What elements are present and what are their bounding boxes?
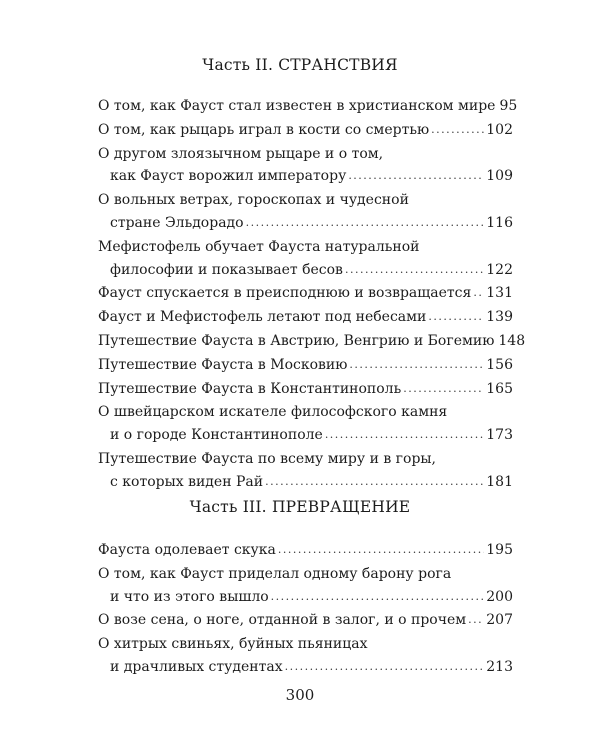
toc-entry[interactable] xyxy=(98,609,513,633)
toc-entry-page-number: 165 xyxy=(486,380,513,397)
toc-entry-line-last xyxy=(98,609,513,633)
toc-entry-line xyxy=(98,143,513,166)
toc-entry[interactable] xyxy=(98,354,513,378)
page-number: 300 xyxy=(285,686,315,704)
toc-entry-page-number: 116 xyxy=(486,214,513,231)
toc-entry-title: Путешествие Фауста в Австрию, Венгрию и Богемию xyxy=(98,332,495,349)
toc-entry-page-number: 207 xyxy=(486,612,513,629)
toc-entry[interactable] xyxy=(98,189,513,236)
toc-entry-line-last xyxy=(98,165,513,189)
toc-entry-title: и о городе Константинополе xyxy=(110,427,323,444)
toc-entry-title: философии и показывает бесов xyxy=(110,261,343,278)
toc-entry-line xyxy=(98,633,513,656)
dot-leader xyxy=(285,656,485,679)
toc-entry[interactable] xyxy=(98,330,526,354)
toc-entry-line xyxy=(98,448,513,471)
toc-entry-title: Путешествие Фауста в Константинополь xyxy=(98,380,402,397)
dot-leader xyxy=(265,471,484,494)
toc-entry-line-last xyxy=(98,424,513,448)
toc-entry-line-last xyxy=(98,119,513,143)
toc-entry-title: О хитрых свиньях, буйных пьяницах xyxy=(98,636,368,653)
toc-entry[interactable] xyxy=(98,236,513,283)
toc-entry-title: О возе сена, о ноге, отданной в залог, и о прочем xyxy=(98,612,467,629)
toc-entry-page-number: 181 xyxy=(486,473,513,490)
toc-entry[interactable] xyxy=(98,378,513,402)
toc-entry-page-number: 173 xyxy=(486,427,513,444)
toc-entry-title: Фауст и Мефистофель летают под небесами xyxy=(98,309,427,326)
toc-entry-line-last xyxy=(98,378,513,402)
toc-entry-title: О вольных ветрах, гороскопах и чудесной xyxy=(98,192,409,209)
part-3-title: Часть III. ПРЕВРАЩЕНИЕ xyxy=(189,498,411,516)
toc-entry-line-last xyxy=(98,656,513,680)
dot-leader xyxy=(468,609,484,632)
toc-entry-page-number: 122 xyxy=(486,261,513,278)
toc-entry[interactable] xyxy=(98,633,513,680)
toc-entry[interactable] xyxy=(98,563,513,610)
toc-entry-title: Фауст спускается в преисподнюю и возвращается xyxy=(98,285,472,302)
toc-entry-page-number: 195 xyxy=(486,542,513,558)
toc-entry[interactable] xyxy=(98,306,513,330)
toc-entry-page-number: 95 xyxy=(499,98,518,114)
toc-entry-title: как Фауст ворожил императору xyxy=(110,168,347,185)
dot-leader xyxy=(348,165,484,188)
toc-entry-title: и что из этого вышло xyxy=(110,588,269,605)
toc-entry-title: Путешествие Фауста в Московию xyxy=(98,356,348,373)
toc-entry[interactable] xyxy=(98,539,513,563)
toc-entry-line-last xyxy=(98,306,513,330)
toc-entry-page-number: 102 xyxy=(486,121,513,138)
toc-entry-page-number: 213 xyxy=(486,658,513,675)
toc-entry-title: и драчливых студентах xyxy=(110,658,283,675)
toc-entry-title: О том, как Фауст приделал одному барону рога xyxy=(98,565,452,582)
toc-entry-line-last xyxy=(98,212,513,236)
dot-leader xyxy=(431,119,484,142)
toc-entry-title: Путешествие Фауста по всему миру и в горы, xyxy=(98,450,436,467)
toc-entry[interactable] xyxy=(98,143,513,190)
toc-entry-line-last xyxy=(98,259,513,283)
dot-leader xyxy=(345,259,484,282)
part-2-title: Часть II. СТРАНСТВИЯ xyxy=(202,56,398,74)
toc-entry-title: с которых виден Рай xyxy=(110,473,264,490)
toc-entry-page-number: 109 xyxy=(486,168,513,185)
toc-entry-line-last xyxy=(98,539,513,563)
dot-leader xyxy=(278,539,484,562)
toc-entry[interactable] xyxy=(98,401,513,448)
dot-leader xyxy=(403,378,484,401)
toc-entry[interactable] xyxy=(98,95,518,119)
toc-entry-page-number: 156 xyxy=(486,356,513,373)
toc-entry-title: О том, как рыцарь играл в кости со смертью xyxy=(98,121,430,138)
toc-entry-title: Мефистофель обучает Фауста натуральной xyxy=(98,238,420,255)
toc-entry-line-last xyxy=(98,586,513,610)
toc-entry-title: О том, как Фауст стал известен в христианском мире xyxy=(98,98,496,114)
toc-entry-title: стране Эльдорадо xyxy=(110,214,244,231)
dot-leader xyxy=(473,282,484,305)
dot-leader xyxy=(428,306,484,329)
toc-entry[interactable] xyxy=(98,448,513,495)
toc-entry-line-last xyxy=(98,354,513,378)
toc-entry-title: Фауста одолевает скука xyxy=(98,542,276,558)
toc-entry-title: О другом злоязычном рыцаре и о том, xyxy=(98,145,384,162)
toc-entry-page-number: 139 xyxy=(486,309,513,326)
dot-leader xyxy=(271,586,485,609)
toc-entry-line-last xyxy=(98,471,513,495)
dot-leader xyxy=(325,424,484,447)
toc-part-2 xyxy=(98,95,526,495)
toc-entry[interactable] xyxy=(98,282,513,306)
toc-entry-line xyxy=(98,563,513,586)
toc-entry-line xyxy=(98,401,513,424)
toc-entry-line-last xyxy=(98,330,526,354)
dot-leader xyxy=(349,354,484,377)
toc-entry[interactable] xyxy=(98,119,513,143)
toc-entry-line xyxy=(98,236,513,259)
toc-entry-line-last xyxy=(98,95,518,119)
toc-entry-page-number: 200 xyxy=(486,588,513,605)
toc-entry-title: О швейцарском искателе философского камня xyxy=(98,404,448,421)
toc-entry-page-number: 131 xyxy=(486,285,513,302)
toc-entry-page-number: 148 xyxy=(498,332,526,349)
toc-part-3 xyxy=(98,539,513,680)
toc-entry-line-last xyxy=(98,282,513,306)
toc-entry-line xyxy=(98,189,513,212)
dot-leader xyxy=(246,212,485,235)
